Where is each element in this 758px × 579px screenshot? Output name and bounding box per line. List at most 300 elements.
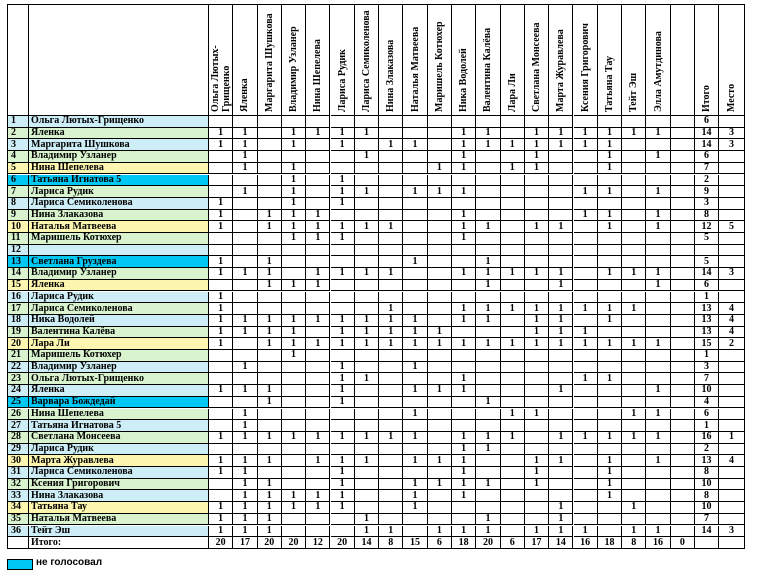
vote-cell <box>501 397 525 409</box>
vote-cell: 1 <box>403 327 427 339</box>
vote-cell <box>355 210 379 222</box>
column-header-label: Ксения Григорович <box>579 23 591 112</box>
vote-cell: 1 <box>331 327 355 339</box>
vote-cell: 1 <box>403 409 427 421</box>
vote-cell <box>355 303 379 315</box>
vote-cell <box>379 163 403 175</box>
row-total: 7 <box>695 163 719 175</box>
vote-cell <box>258 350 282 362</box>
vote-cell: 1 <box>258 490 282 502</box>
vote-cell <box>306 163 330 175</box>
row-place: 3 <box>719 268 745 280</box>
row-total: 1 <box>695 420 719 432</box>
vote-cell <box>379 245 403 257</box>
vote-cell <box>574 362 598 374</box>
row-place <box>719 397 745 409</box>
vote-cell <box>671 455 695 467</box>
vote-cell <box>501 385 525 397</box>
vote-cell: 1 <box>476 128 500 140</box>
vote-cell <box>403 268 427 280</box>
vote-cell <box>428 151 452 163</box>
vote-cell: 1 <box>549 514 573 526</box>
vote-cell <box>258 245 282 257</box>
vote-cell: 1 <box>501 163 525 175</box>
column-header <box>574 5 598 116</box>
vote-cell <box>574 455 598 467</box>
vote-cell: 1 <box>452 455 476 467</box>
vote-cell: 1 <box>622 303 646 315</box>
vote-cell <box>476 175 500 187</box>
row-total: 15 <box>695 338 719 350</box>
vote-cell <box>428 198 452 210</box>
column-total: 20 <box>258 537 282 549</box>
vote-cell: 1 <box>331 175 355 187</box>
vote-cell: 1 <box>501 338 525 350</box>
vote-cell <box>209 409 233 421</box>
row-place <box>719 151 745 163</box>
vote-cell <box>671 397 695 409</box>
vote-cell: 1 <box>525 526 549 538</box>
vote-cell: 1 <box>258 268 282 280</box>
vote-cell: 1 <box>233 514 257 526</box>
vote-cell: 1 <box>233 479 257 491</box>
vote-cell <box>671 502 695 514</box>
row-total: 2 <box>695 444 719 456</box>
vote-cell: 1 <box>549 338 573 350</box>
vote-cell <box>501 455 525 467</box>
vote-cell <box>355 444 379 456</box>
vote-cell <box>331 163 355 175</box>
vote-cell: 1 <box>403 385 427 397</box>
vote-cell: 1 <box>452 128 476 140</box>
vote-cell: 1 <box>598 128 622 140</box>
vote-cell <box>525 245 549 257</box>
row-place <box>719 186 745 198</box>
vote-cell: 1 <box>574 128 598 140</box>
vote-cell: 1 <box>306 502 330 514</box>
vote-cell <box>501 526 525 538</box>
vote-cell: 1 <box>233 327 257 339</box>
vote-cell <box>646 233 670 245</box>
vote-cell <box>549 163 573 175</box>
vote-cell <box>646 514 670 526</box>
vote-cell <box>452 175 476 187</box>
vote-cell <box>671 385 695 397</box>
row-total: 10 <box>695 479 719 491</box>
vote-cell: 1 <box>428 455 452 467</box>
vote-cell <box>379 175 403 187</box>
vote-cell: 1 <box>646 151 670 163</box>
vote-cell <box>622 315 646 327</box>
vote-cell <box>403 526 427 538</box>
vote-cell <box>622 350 646 362</box>
vote-cell: 1 <box>525 163 549 175</box>
total-header <box>695 5 719 116</box>
vote-cell: 1 <box>452 139 476 151</box>
vote-cell <box>598 444 622 456</box>
legend-swatch <box>7 559 33 570</box>
vote-cell: 1 <box>403 186 427 198</box>
vote-cell: 1 <box>549 502 573 514</box>
vote-cell <box>501 256 525 268</box>
vote-cell <box>379 397 403 409</box>
vote-cell <box>209 362 233 374</box>
vote-cell <box>379 280 403 292</box>
vote-cell: 1 <box>331 268 355 280</box>
vote-cell: 1 <box>306 233 330 245</box>
vote-cell <box>598 116 622 128</box>
vote-cell <box>476 362 500 374</box>
vote-cell: 1 <box>574 432 598 444</box>
vote-cell <box>282 409 306 421</box>
vote-cell <box>622 397 646 409</box>
vote-cell <box>622 245 646 257</box>
vote-cell: 1 <box>452 526 476 538</box>
vote-cell <box>355 397 379 409</box>
vote-cell <box>525 514 549 526</box>
vote-cell: 1 <box>452 385 476 397</box>
vote-cell <box>549 116 573 128</box>
row-total: 13 <box>695 327 719 339</box>
vote-cell <box>306 186 330 198</box>
column-header <box>501 5 525 116</box>
vote-cell <box>574 502 598 514</box>
column-header <box>379 5 403 116</box>
vote-cell <box>233 350 257 362</box>
vote-cell: 1 <box>452 221 476 233</box>
vote-cell <box>476 210 500 222</box>
row-place <box>719 280 745 292</box>
vote-cell: 1 <box>282 198 306 210</box>
vote-cell: 1 <box>452 373 476 385</box>
vote-cell: 1 <box>209 327 233 339</box>
vote-cell <box>476 245 500 257</box>
vote-cell <box>428 233 452 245</box>
column-header <box>306 5 330 116</box>
vote-cell <box>209 479 233 491</box>
row-number: 11 <box>8 233 29 245</box>
vote-cell: 1 <box>646 186 670 198</box>
row-name <box>29 245 209 257</box>
row-number: 19 <box>8 327 29 339</box>
vote-cell <box>574 397 598 409</box>
vote-cell <box>452 245 476 257</box>
vote-cell <box>598 385 622 397</box>
vote-cell: 1 <box>476 221 500 233</box>
vote-cell <box>209 490 233 502</box>
vote-cell <box>501 327 525 339</box>
vote-cell <box>622 186 646 198</box>
vote-cell <box>622 151 646 163</box>
vote-cell <box>525 116 549 128</box>
vote-cell: 1 <box>331 385 355 397</box>
vote-cell <box>452 397 476 409</box>
vote-cell: 1 <box>258 397 282 409</box>
vote-cell <box>598 350 622 362</box>
vote-cell: 1 <box>476 268 500 280</box>
row-number: 9 <box>8 210 29 222</box>
vote-cell <box>355 467 379 479</box>
vote-cell <box>428 409 452 421</box>
vote-cell: 1 <box>452 315 476 327</box>
row-place: 3 <box>719 128 745 140</box>
vote-cell <box>501 198 525 210</box>
vote-cell: 1 <box>646 268 670 280</box>
vote-cell <box>452 409 476 421</box>
vote-cell <box>598 233 622 245</box>
vote-cell: 1 <box>452 444 476 456</box>
vote-cell <box>622 233 646 245</box>
row-number: 12 <box>8 245 29 257</box>
vote-cell: 1 <box>525 151 549 163</box>
row-place <box>719 502 745 514</box>
vote-cell <box>209 280 233 292</box>
row-number: 24 <box>8 385 29 397</box>
vote-cell <box>525 175 549 187</box>
vote-cell <box>306 514 330 526</box>
vote-cell: 1 <box>233 467 257 479</box>
vote-cell: 1 <box>282 350 306 362</box>
vote-cell: 1 <box>501 268 525 280</box>
column-total: 17 <box>233 537 257 549</box>
row-total: 6 <box>695 151 719 163</box>
vote-cell: 1 <box>452 151 476 163</box>
row-place: 4 <box>719 303 745 315</box>
vote-cell: 1 <box>209 256 233 268</box>
vote-cell: 1 <box>258 315 282 327</box>
vote-cell: 1 <box>476 303 500 315</box>
vote-cell <box>403 233 427 245</box>
vote-cell <box>549 350 573 362</box>
row-name: Тейт Эш <box>29 526 209 538</box>
vote-cell <box>282 526 306 538</box>
vote-cell <box>476 490 500 502</box>
vote-cell <box>403 467 427 479</box>
row-number: 5 <box>8 163 29 175</box>
vote-cell: 1 <box>501 303 525 315</box>
vote-cell <box>452 420 476 432</box>
vote-cell: 1 <box>646 385 670 397</box>
vote-cell <box>646 362 670 374</box>
vote-cell: 1 <box>331 233 355 245</box>
row-name: Татьяна Тау <box>29 502 209 514</box>
vote-cell <box>622 514 646 526</box>
vote-cell: 1 <box>525 467 549 479</box>
vote-cell <box>282 467 306 479</box>
vote-cell: 1 <box>306 221 330 233</box>
vote-cell <box>549 479 573 491</box>
vote-cell <box>331 256 355 268</box>
vote-cell <box>549 420 573 432</box>
vote-cell <box>574 116 598 128</box>
vote-cell <box>282 245 306 257</box>
vote-cell: 1 <box>306 432 330 444</box>
vote-cell: 1 <box>549 221 573 233</box>
vote-cell <box>574 233 598 245</box>
row-number: 35 <box>8 514 29 526</box>
vote-cell: 1 <box>598 151 622 163</box>
row-number: 27 <box>8 420 29 432</box>
row-total: 13 <box>695 303 719 315</box>
vote-cell: 1 <box>209 432 233 444</box>
vote-cell: 1 <box>282 338 306 350</box>
vote-cell <box>258 233 282 245</box>
vote-cell <box>209 163 233 175</box>
column-header-label: Ольга Лютых-Грищенко <box>210 45 233 112</box>
vote-cell <box>549 467 573 479</box>
vote-cell: 1 <box>282 315 306 327</box>
vote-cell <box>549 444 573 456</box>
vote-cell <box>549 186 573 198</box>
vote-cell <box>403 303 427 315</box>
vote-cell <box>501 490 525 502</box>
vote-cell <box>525 280 549 292</box>
vote-cell: 1 <box>282 432 306 444</box>
vote-cell <box>646 420 670 432</box>
vote-cell <box>379 514 403 526</box>
vote-cell: 1 <box>476 315 500 327</box>
row-name: Ольга Лютых-Грищенко <box>29 373 209 385</box>
vote-cell: 1 <box>209 467 233 479</box>
vote-cell: 1 <box>282 233 306 245</box>
vote-cell: 1 <box>306 315 330 327</box>
column-header <box>428 5 452 116</box>
vote-cell: 1 <box>452 210 476 222</box>
vote-cell <box>258 198 282 210</box>
row-number: 34 <box>8 502 29 514</box>
vote-cell: 1 <box>476 139 500 151</box>
column-header <box>671 5 695 116</box>
row-number: 25 <box>8 397 29 409</box>
row-name: Яленка <box>29 385 209 397</box>
vote-cell: 1 <box>476 479 500 491</box>
column-header-label: Нина Злаказова <box>385 39 397 112</box>
vote-cell: 1 <box>282 221 306 233</box>
vote-cell: 1 <box>574 373 598 385</box>
row-total: 13 <box>695 455 719 467</box>
vote-cell <box>671 256 695 268</box>
vote-cell <box>476 373 500 385</box>
vote-cell: 1 <box>598 479 622 491</box>
vote-cell <box>476 385 500 397</box>
vote-cell: 1 <box>355 526 379 538</box>
vote-cell <box>331 151 355 163</box>
vote-cell <box>646 292 670 304</box>
vote-cell <box>671 151 695 163</box>
vote-cell <box>233 233 257 245</box>
vote-cell <box>258 420 282 432</box>
vote-cell: 1 <box>598 455 622 467</box>
vote-cell <box>622 420 646 432</box>
vote-cell: 1 <box>258 256 282 268</box>
vote-cell: 1 <box>379 221 403 233</box>
totals-number-cell <box>8 537 29 549</box>
vote-cell <box>428 139 452 151</box>
vote-cell <box>622 163 646 175</box>
vote-cell: 1 <box>646 432 670 444</box>
vote-cell <box>549 409 573 421</box>
vote-cell <box>428 420 452 432</box>
vote-cell <box>233 292 257 304</box>
vote-cell <box>331 303 355 315</box>
row-number: 14 <box>8 268 29 280</box>
vote-cell: 1 <box>476 256 500 268</box>
vote-cell <box>646 303 670 315</box>
vote-cell <box>379 350 403 362</box>
column-header-label: Светлана Монсеева <box>531 22 543 112</box>
vote-cell: 1 <box>525 479 549 491</box>
vote-cell: 1 <box>233 151 257 163</box>
vote-cell <box>306 256 330 268</box>
vote-cell <box>428 444 452 456</box>
vote-cell <box>428 268 452 280</box>
vote-cell <box>306 116 330 128</box>
place-header <box>719 5 745 116</box>
row-place: 2 <box>719 338 745 350</box>
vote-cell: 1 <box>331 479 355 491</box>
vote-cell: 1 <box>403 315 427 327</box>
vote-cell <box>671 490 695 502</box>
vote-cell: 1 <box>622 526 646 538</box>
vote-cell <box>622 210 646 222</box>
row-place: 4 <box>719 455 745 467</box>
vote-cell <box>379 490 403 502</box>
vote-cell: 1 <box>403 362 427 374</box>
vote-cell: 1 <box>646 455 670 467</box>
vote-cell: 1 <box>379 303 403 315</box>
vote-cell <box>355 163 379 175</box>
vote-cell <box>574 490 598 502</box>
vote-cell <box>233 280 257 292</box>
vote-cell: 1 <box>549 432 573 444</box>
row-place <box>719 116 745 128</box>
vote-cell: 1 <box>452 186 476 198</box>
vote-cell: 1 <box>379 139 403 151</box>
vote-cell <box>476 292 500 304</box>
row-place: 4 <box>719 315 745 327</box>
vote-cell <box>646 139 670 151</box>
vote-cell <box>501 116 525 128</box>
row-name: Яленка <box>29 128 209 140</box>
vote-cell: 1 <box>574 139 598 151</box>
vote-cell: 1 <box>282 175 306 187</box>
vote-cell: 1 <box>525 455 549 467</box>
row-number: 6 <box>8 175 29 187</box>
vote-cell <box>209 420 233 432</box>
vote-cell <box>622 221 646 233</box>
vote-cell <box>476 233 500 245</box>
vote-cell <box>428 467 452 479</box>
vote-cell <box>379 198 403 210</box>
vote-cell: 1 <box>452 467 476 479</box>
vote-cell <box>403 292 427 304</box>
vote-cell <box>258 175 282 187</box>
vote-cell <box>598 526 622 538</box>
row-total: 14 <box>695 268 719 280</box>
vote-cell <box>525 397 549 409</box>
vote-cell <box>646 444 670 456</box>
row-place <box>719 163 745 175</box>
vote-cell <box>233 116 257 128</box>
vote-cell <box>525 350 549 362</box>
vote-cell <box>501 233 525 245</box>
vote-cell: 1 <box>501 432 525 444</box>
column-header-label: Владимир Узланер <box>288 26 300 112</box>
vote-cell <box>258 373 282 385</box>
vote-cell: 1 <box>525 327 549 339</box>
vote-cell: 1 <box>549 315 573 327</box>
vote-cell <box>476 350 500 362</box>
